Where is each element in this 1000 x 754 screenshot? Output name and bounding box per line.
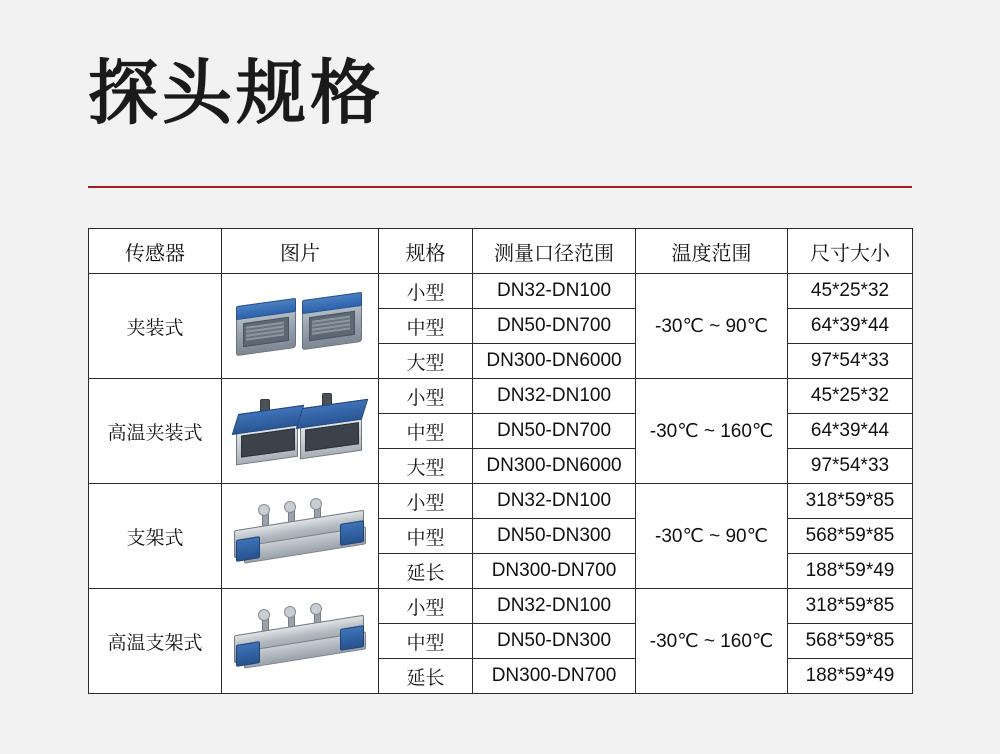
range-cell: DN32-DN100 (473, 379, 636, 414)
size-cell: 318*59*85 (788, 484, 913, 519)
sensor-image-cell (222, 274, 379, 379)
temperature-cell: -30℃ ~ 160℃ (636, 379, 788, 484)
sensor-image-cell (222, 379, 379, 484)
range-cell: DN300-DN6000 (473, 449, 636, 484)
size-cell: 568*59*85 (788, 519, 913, 554)
range-cell: DN50-DN300 (473, 519, 636, 554)
high-temp-bracket-sensor-image (222, 595, 378, 687)
range-cell: DN50-DN700 (473, 414, 636, 449)
header-dimensions: 尺寸大小 (788, 229, 913, 274)
size-cell: 568*59*85 (788, 624, 913, 659)
temperature-cell: -30℃ ~ 90℃ (636, 484, 788, 589)
range-cell: DN300-DN700 (473, 659, 636, 694)
size-cell: 64*39*44 (788, 414, 913, 449)
spec-cell: 延长 (379, 659, 473, 694)
header-spec: 规格 (379, 229, 473, 274)
range-cell: DN32-DN100 (473, 589, 636, 624)
spec-cell: 中型 (379, 624, 473, 659)
sensor-image-cell (222, 589, 379, 694)
size-cell: 318*59*85 (788, 589, 913, 624)
size-cell: 188*59*49 (788, 554, 913, 589)
sensor-name-cell: 支架式 (89, 484, 222, 589)
temperature-cell: -30℃ ~ 90℃ (636, 274, 788, 379)
range-cell: DN32-DN100 (473, 274, 636, 309)
range-cell: DN32-DN100 (473, 484, 636, 519)
spec-cell: 中型 (379, 519, 473, 554)
spec-table-container (88, 228, 912, 694)
probe-specification-table (88, 228, 913, 694)
header-measure-range: 测量口径范围 (473, 229, 636, 274)
header-temperature-range: 温度范围 (636, 229, 788, 274)
range-cell: DN300-DN6000 (473, 344, 636, 379)
sensor-name-cell: 夹装式 (89, 274, 222, 379)
table-row (89, 484, 913, 519)
header-image: 图片 (222, 229, 379, 274)
range-cell: DN300-DN700 (473, 554, 636, 589)
size-cell: 97*54*33 (788, 344, 913, 379)
header-sensor: 传感器 (89, 229, 222, 274)
table-row (89, 379, 913, 414)
sensor-image-cell (222, 484, 379, 589)
spec-cell: 大型 (379, 449, 473, 484)
spec-cell: 小型 (379, 484, 473, 519)
clamp-on-sensor-image (222, 280, 378, 372)
range-cell: DN50-DN700 (473, 309, 636, 344)
size-cell: 97*54*33 (788, 449, 913, 484)
table-header-row (89, 229, 913, 274)
sensor-name-cell: 高温支架式 (89, 589, 222, 694)
table-row (89, 274, 913, 309)
size-cell: 64*39*44 (788, 309, 913, 344)
high-temp-clamp-on-sensor-image (222, 385, 378, 477)
size-cell: 188*59*49 (788, 659, 913, 694)
spec-cell: 中型 (379, 309, 473, 344)
bracket-sensor-image (222, 490, 378, 582)
spec-cell: 小型 (379, 379, 473, 414)
spec-cell: 大型 (379, 344, 473, 379)
range-cell: DN50-DN300 (473, 624, 636, 659)
spec-cell: 延长 (379, 554, 473, 589)
size-cell: 45*25*32 (788, 379, 913, 414)
temperature-cell: -30℃ ~ 160℃ (636, 589, 788, 694)
title-divider (88, 186, 912, 188)
size-cell: 45*25*32 (788, 274, 913, 309)
spec-cell: 小型 (379, 274, 473, 309)
sensor-name-cell: 高温夹装式 (89, 379, 222, 484)
spec-cell: 中型 (379, 414, 473, 449)
page-title: 探头规格 (88, 54, 384, 132)
table-row (89, 589, 913, 624)
spec-cell: 小型 (379, 589, 473, 624)
